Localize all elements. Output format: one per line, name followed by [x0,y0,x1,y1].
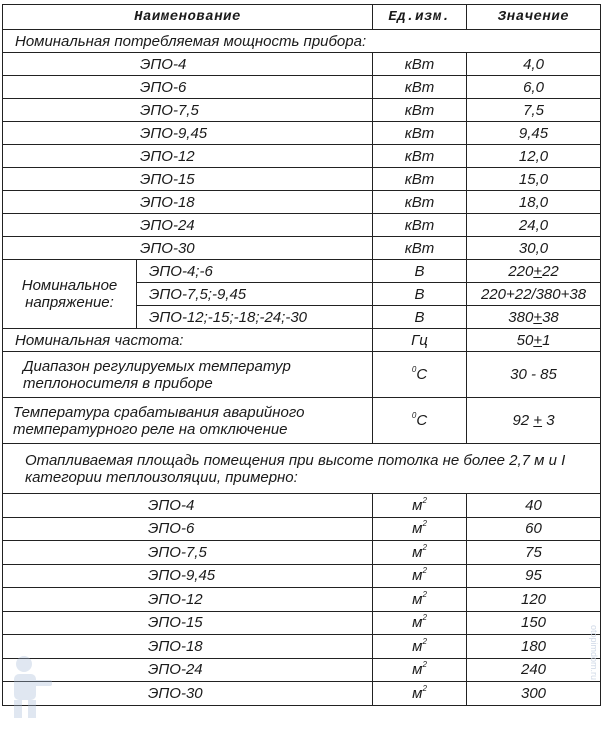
area-unit: $м^2$ [373,611,467,635]
voltage-unit: В [373,283,467,306]
power-row [3,168,601,191]
relay-row [3,398,601,444]
area-model: ЭПО-4 [3,494,373,518]
area-model: ЭПО-6 [3,517,373,541]
area-unit: $м^2$ [373,588,467,612]
power-row [3,237,601,260]
voltage-model: ЭПО-7,5;-9,45 [137,283,373,306]
area-unit: $м^2$ [373,635,467,659]
area-value: 75 [467,541,601,565]
area-model: ЭПО-18 [3,635,373,659]
power-model: ЭПО-9,45 [3,122,373,145]
power-value: 30,0 [467,237,601,260]
power-row [3,99,601,122]
power-model: ЭПО-30 [3,237,373,260]
voltage-row [3,260,601,283]
area-row [3,494,601,518]
relay-value: 92 + 3 [467,398,601,444]
power-unit: кВт [373,168,467,191]
area-unit: $м^2$ [373,494,467,518]
area-row [3,658,601,682]
area-model: ЭПО-9,45 [3,564,373,588]
power-value: 7,5 [467,99,601,122]
section-title-row [3,30,601,53]
header-value: Значение [467,5,601,30]
temp-range-row [3,352,601,398]
area-value: 120 [467,588,601,612]
area-unit: $м^2$ [373,517,467,541]
frequency-value: 50+1 [467,329,601,352]
area-model: ЭПО-15 [3,611,373,635]
power-unit: кВт [373,191,467,214]
header-name: Наименование [3,5,373,30]
frequency-row [3,329,601,352]
power-row [3,122,601,145]
power-model: ЭПО-6 [3,76,373,99]
power-value: 24,0 [467,214,601,237]
voltage-model: ЭПО-12;-15;-18;-24;-30 [137,306,373,329]
voltage-label: Номинальное напряжение: [3,260,137,329]
power-unit: кВт [373,53,467,76]
area-value: 95 [467,564,601,588]
watermark: otopimdom.ru [589,625,599,681]
power-value: 6,0 [467,76,601,99]
power-value: 9,45 [467,122,601,145]
power-model: ЭПО-12 [3,145,373,168]
temp-range-label: Диапазон регулируемых температур теплоносителя в приборе [3,352,373,398]
power-model: ЭПО-7,5 [3,99,373,122]
area-row [3,541,601,565]
power-row [3,145,601,168]
power-row [3,76,601,99]
power-value: 18,0 [467,191,601,214]
temp-range-unit: $^0$С [373,352,467,398]
section-area-title: Отапливаемая площадь помещения при высоте потолка не более 2,7 м и I категории теплоизоляции, примерно: [3,444,601,494]
area-row [3,682,601,706]
section-power-title: Номинальная потребляемая мощность прибора: [3,30,601,53]
area-model: ЭПО-12 [3,588,373,612]
relay-label: Температура срабатывания аварийного температурного реле на отключение [3,398,373,444]
power-unit: кВт [373,237,467,260]
voltage-unit: В [373,260,467,283]
area-unit: $м^2$ [373,658,467,682]
plumber-logo [4,650,56,722]
power-model: ЭПО-4 [3,53,373,76]
power-row [3,53,601,76]
power-model: ЭПО-24 [3,214,373,237]
power-unit: кВт [373,99,467,122]
power-model: ЭПО-15 [3,168,373,191]
area-unit: $м^2$ [373,564,467,588]
temp-range-value: 30 - 85 [467,352,601,398]
voltage-value: 220+22/380+38 [467,283,601,306]
area-value: 240 [467,658,601,682]
power-unit: кВт [373,145,467,168]
power-unit: кВт [373,76,467,99]
area-row [3,635,601,659]
area-model: ЭПО-24 [3,658,373,682]
area-value: 300 [467,682,601,706]
area-title-row [3,444,601,494]
area-value: 40 [467,494,601,518]
power-row [3,214,601,237]
specs-table [2,4,601,706]
power-unit: кВт [373,214,467,237]
header-row [3,5,601,30]
area-row [3,588,601,612]
power-unit: кВт [373,122,467,145]
area-value: 150 [467,611,601,635]
area-value: 180 [467,635,601,659]
relay-unit: $^0$С [373,398,467,444]
area-row [3,517,601,541]
voltage-model: ЭПО-4;-6 [137,260,373,283]
area-row [3,564,601,588]
area-row [3,611,601,635]
power-model: ЭПО-18 [3,191,373,214]
voltage-value: 380+38 [467,306,601,329]
power-row [3,191,601,214]
voltage-value: 220+22 [467,260,601,283]
frequency-unit: Гц [373,329,467,352]
area-model: ЭПО-7,5 [3,541,373,565]
power-value: 15,0 [467,168,601,191]
area-model: ЭПО-30 [3,682,373,706]
area-value: 60 [467,517,601,541]
voltage-unit: В [373,306,467,329]
power-value: 12,0 [467,145,601,168]
header-unit: Ед.изм. [373,5,467,30]
power-value: 4,0 [467,53,601,76]
area-unit: $м^2$ [373,682,467,706]
area-unit: $м^2$ [373,541,467,565]
frequency-label: Номинальная частота: [3,329,373,352]
